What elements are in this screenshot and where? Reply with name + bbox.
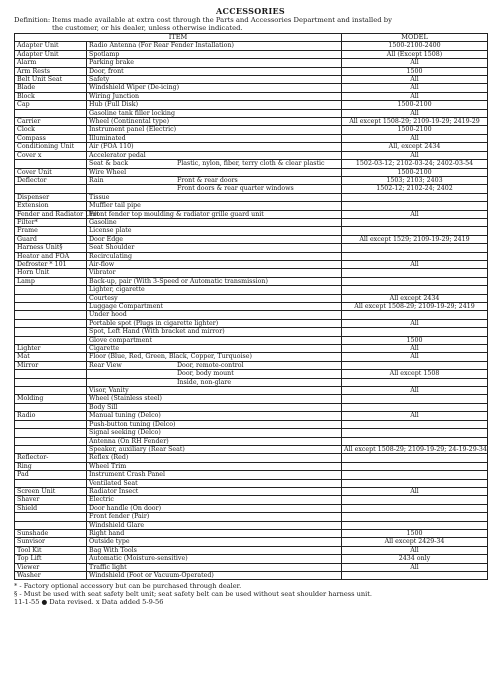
table-row <box>15 403 488 411</box>
table-row <box>15 210 488 218</box>
model-cell: All <box>342 345 488 353</box>
table-row <box>15 126 488 134</box>
table-row <box>15 420 488 428</box>
item-cell: Wheel (Stainless steel) <box>87 395 342 403</box>
model-cell <box>342 269 488 277</box>
table-row <box>15 345 488 353</box>
model-cell: 1500-2100 <box>342 126 488 134</box>
model-cell <box>342 429 488 437</box>
footnote-harness: § - Must be used with seat safety belt unit; seat safety belt can be used without seat shoulder harness unit. <box>14 590 372 599</box>
table-row <box>15 395 488 403</box>
model-cell <box>342 471 488 479</box>
item-cell: Seat Shoulder <box>87 244 342 252</box>
item-cell: Windshield Glare <box>87 521 342 529</box>
item-sub-label: Front doors & rear quarter windows <box>177 185 294 193</box>
model-cell <box>342 437 488 445</box>
model-cell <box>342 202 488 210</box>
item-cell: Push-button tuning (Delco) <box>87 420 342 428</box>
table-row <box>15 227 488 235</box>
item-cell <box>87 160 342 168</box>
category-cell: Compass <box>15 134 87 142</box>
category-cell: Blade <box>15 84 87 92</box>
item-cell: Instrument Crash Panel <box>87 471 342 479</box>
category-cell: Viewer <box>15 563 87 571</box>
item-cell: Spotlamp <box>87 50 342 58</box>
item-sub-label: Front & rear doors <box>177 176 238 184</box>
model-cell <box>342 244 488 252</box>
item-cell: Back-up, pair (With 3-Speed or Automatic transmission) <box>87 277 342 285</box>
model-cell: All except 1508 <box>342 370 488 378</box>
footnote-revision: 11-1-55 ● Data revised. x Data added 5-9-56 <box>14 598 164 607</box>
item-cell: Door handle (On door) <box>87 504 342 512</box>
model-cell <box>342 521 488 529</box>
table-row <box>15 336 488 344</box>
model-cell: All <box>342 151 488 159</box>
definition <box>14 16 487 33</box>
item-header: ITEM <box>15 34 342 42</box>
category-cell: Adapter Unit <box>15 50 87 58</box>
table-row <box>15 412 488 420</box>
model-cell <box>342 286 488 294</box>
category-cell <box>15 403 87 411</box>
category-cell <box>15 513 87 521</box>
table-row <box>15 185 488 193</box>
item-cell: Electric <box>87 496 342 504</box>
item-cell: Gasoline <box>87 218 342 226</box>
category-cell: Arm Rests <box>15 67 87 75</box>
model-cell: All <box>342 546 488 554</box>
item-cell: Bag With Tools <box>87 546 342 554</box>
category-cell <box>15 479 87 487</box>
item-cell: Air-flow <box>87 260 342 268</box>
model-cell: All, except 2434 <box>342 143 488 151</box>
table-row <box>15 504 488 512</box>
item-cell: Gasoline tank filler locking <box>87 109 342 117</box>
category-cell: Frame <box>15 227 87 235</box>
item-cell: Wheel (Continental type) <box>87 118 342 126</box>
model-cell: All <box>342 563 488 571</box>
table-row <box>15 176 488 184</box>
table-row <box>15 454 488 462</box>
model-cell: 1500-2100 <box>342 101 488 109</box>
item-cell: Spot, Left Hand (With bracket and mirror) <box>87 328 342 336</box>
category-cell: Radio <box>15 412 87 420</box>
item-cell: Glove compartment <box>87 336 342 344</box>
table-row <box>15 471 488 479</box>
model-cell <box>342 277 488 285</box>
item-cell: Cigarette <box>87 345 342 353</box>
item-cell: Floor (Blue, Red, Green, Black, Copper, Turquoise) <box>87 353 342 361</box>
model-cell <box>342 361 488 369</box>
table-row <box>15 572 488 580</box>
category-cell <box>15 185 87 193</box>
item-cell: Courtesy <box>87 294 342 302</box>
model-cell <box>342 496 488 504</box>
category-cell: Guard <box>15 235 87 243</box>
category-cell: Defroster * 101 <box>15 260 87 268</box>
category-cell <box>15 387 87 395</box>
item-cell: Speaker, auxiliary (Rear Seat) <box>87 445 342 453</box>
table-row <box>15 429 488 437</box>
item-cell: Windshield (Foot or Vacuum-Operated) <box>87 572 342 580</box>
table-row <box>15 521 488 529</box>
item-cell: Accelerator pedal <box>87 151 342 159</box>
table-row <box>15 277 488 285</box>
page-title: ACCESSORIES <box>216 6 285 16</box>
category-cell: Mirror <box>15 361 87 369</box>
item-cell <box>87 370 342 378</box>
item-cell: Recirculating <box>87 252 342 260</box>
item-cell: Air (FOA 110) <box>87 143 342 151</box>
table-row <box>15 538 488 546</box>
model-cell: All (Except 1508) <box>342 50 488 58</box>
item-label: Rear View <box>89 361 122 369</box>
table-row <box>15 370 488 378</box>
item-cell: Radio Antenna (For Rear Fender Installation) <box>87 42 342 50</box>
model-cell: All except 1508-29; 2109-19-29; 2419 <box>342 303 488 311</box>
table-row <box>15 487 488 495</box>
item-cell <box>87 361 342 369</box>
table-row <box>15 462 488 470</box>
table-row <box>15 563 488 571</box>
item-cell: Illuminated <box>87 134 342 142</box>
category-cell: Heator and FOA <box>15 252 87 260</box>
category-cell: Belt Unit Seat <box>15 76 87 84</box>
item-cell <box>87 176 342 184</box>
item-cell: Antenna (On RH Fender) <box>87 437 342 445</box>
table-row <box>15 252 488 260</box>
model-cell: 1502-12; 2102-24; 2402 <box>342 185 488 193</box>
category-cell: Lamp <box>15 277 87 285</box>
model-cell <box>342 462 488 470</box>
category-cell: Dispenser <box>15 193 87 201</box>
item-cell: Outside type <box>87 538 342 546</box>
table-row <box>15 361 488 369</box>
model-cell: All <box>342 59 488 67</box>
category-cell: Tool Kit <box>15 546 87 554</box>
category-cell <box>15 437 87 445</box>
model-cell <box>342 328 488 336</box>
table-row <box>15 260 488 268</box>
item-label: Seat & back <box>89 160 129 168</box>
category-cell <box>15 160 87 168</box>
model-cell: All except 1529; 2109-19-29; 2419 <box>342 235 488 243</box>
table-row <box>15 319 488 327</box>
category-cell: Horn Unit <box>15 269 87 277</box>
table-row <box>15 496 488 504</box>
definition-label: Definition: <box>14 16 51 24</box>
table-row <box>15 303 488 311</box>
table-row <box>15 151 488 159</box>
table-row <box>15 269 488 277</box>
table-row <box>15 92 488 100</box>
category-cell: Carrier <box>15 118 87 126</box>
category-cell: Adapter Unit <box>15 42 87 50</box>
category-cell: Block <box>15 92 87 100</box>
item-cell <box>87 378 342 386</box>
item-label: Rain <box>89 176 104 184</box>
category-cell: Clock <box>15 126 87 134</box>
table-body <box>15 42 488 580</box>
category-cell: Fender and Radiator Unit <box>15 210 87 218</box>
model-cell: All except 1508-29; 2109-19-29; 2419-29 <box>342 118 488 126</box>
category-cell: Screen Unit <box>15 487 87 495</box>
table-row <box>15 118 488 126</box>
category-cell <box>15 294 87 302</box>
item-sub-label: Inside, non-glare <box>177 378 232 386</box>
table-row <box>15 353 488 361</box>
table-row <box>15 387 488 395</box>
table-row <box>15 311 488 319</box>
table-row <box>15 109 488 117</box>
category-cell: Harness Unit§ <box>15 244 87 252</box>
item-cell: Safety <box>87 76 342 84</box>
footnote-factory-optional: * - Factory optional accessory but can be purchased through dealer. <box>14 582 242 591</box>
table-row <box>15 445 488 453</box>
category-cell: Top Lift <box>15 555 87 563</box>
table-row <box>15 143 488 151</box>
table-row <box>15 202 488 210</box>
item-sub-label: Plastic, nylon, fiber, terry cloth & clear plastic <box>177 160 325 168</box>
model-cell: 1500 <box>342 529 488 537</box>
item-cell: Portable spot (Plugs in cigarette lighter) <box>87 319 342 327</box>
model-cell: 1502-03-12; 2102-03-24; 2402-03-54 <box>342 160 488 168</box>
item-cell: Instrument panel (Electric) <box>87 126 342 134</box>
category-cell: Molding <box>15 395 87 403</box>
item-cell: Visor, Vanity <box>87 387 342 395</box>
table-row <box>15 437 488 445</box>
item-cell: Body Sill <box>87 403 342 411</box>
category-cell: Lighter <box>15 345 87 353</box>
category-cell <box>15 328 87 336</box>
model-cell: All except 2429-34 <box>342 538 488 546</box>
table-row <box>15 59 488 67</box>
item-cell: Lighter, cigarette <box>87 286 342 294</box>
model-cell <box>342 403 488 411</box>
model-cell: 1503; 2103; 2403 <box>342 176 488 184</box>
definition-line-2: the customer, or his dealer, unless otherwise indicated. <box>52 24 243 32</box>
category-cell <box>15 336 87 344</box>
table-row <box>15 479 488 487</box>
item-cell: Hub (Full Disk) <box>87 101 342 109</box>
category-cell <box>15 109 87 117</box>
model-cell: 1500 <box>342 336 488 344</box>
item-cell: Manual tuning (Delco) <box>87 412 342 420</box>
model-cell <box>342 193 488 201</box>
table-row <box>15 513 488 521</box>
category-cell: Cover Unit <box>15 168 87 176</box>
item-cell: Door Edge <box>87 235 342 243</box>
item-cell: Muffler tail pipe <box>87 202 342 210</box>
accessories-table <box>14 33 488 580</box>
model-cell: All <box>342 84 488 92</box>
table-row <box>15 84 488 92</box>
model-cell: All except 1508-29; 2109-19-29; 24-19-29-34 <box>342 445 488 453</box>
model-cell: All <box>342 260 488 268</box>
category-cell: Mat <box>15 353 87 361</box>
item-cell: Front fender (Pair) <box>87 513 342 521</box>
accessories-page <box>14 6 487 606</box>
model-cell <box>342 420 488 428</box>
model-cell <box>342 513 488 521</box>
category-cell: Alarm <box>15 59 87 67</box>
model-cell <box>342 479 488 487</box>
table-row <box>15 76 488 84</box>
category-cell: Cap <box>15 101 87 109</box>
model-cell: 2434 only <box>342 555 488 563</box>
item-cell: Right hand <box>87 529 342 537</box>
model-cell <box>342 218 488 226</box>
category-cell: Shaver <box>15 496 87 504</box>
category-cell <box>15 445 87 453</box>
item-cell: Door, front <box>87 67 342 75</box>
table-row <box>15 244 488 252</box>
item-cell: Automatic (Moisture-sensitive) <box>87 555 342 563</box>
table-row <box>15 50 488 58</box>
table-row <box>15 101 488 109</box>
model-header: MODEL <box>342 34 488 42</box>
model-cell: All <box>342 487 488 495</box>
category-cell: Ring <box>15 462 87 470</box>
category-cell <box>15 429 87 437</box>
category-cell <box>15 378 87 386</box>
model-cell: All <box>342 319 488 327</box>
item-cell: Ventilated Seat <box>87 479 342 487</box>
footnotes <box>14 582 487 606</box>
category-cell: Sunshade <box>15 529 87 537</box>
category-cell: Deflector <box>15 176 87 184</box>
category-cell: Filter* <box>15 218 87 226</box>
model-cell: 1500 <box>342 67 488 75</box>
model-cell: All <box>342 210 488 218</box>
category-cell: Sunvisor <box>15 538 87 546</box>
table-row <box>15 160 488 168</box>
model-cell <box>342 252 488 260</box>
definition-line-1: Items made available at extra cost through the Parts and Accessories Department and installed by <box>52 16 392 24</box>
category-cell: Extension <box>15 202 87 210</box>
table-row <box>15 546 488 554</box>
item-cell: Wire Wheel <box>87 168 342 176</box>
category-cell: Shield <box>15 504 87 512</box>
item-cell: Wiring Junction <box>87 92 342 100</box>
model-cell <box>342 395 488 403</box>
model-cell <box>342 454 488 462</box>
category-cell: Pad <box>15 471 87 479</box>
table-row <box>15 294 488 302</box>
model-cell <box>342 572 488 580</box>
item-cell: Under hood <box>87 311 342 319</box>
model-cell <box>342 227 488 235</box>
model-cell: 1500-2100-2400 <box>342 42 488 50</box>
table-row <box>15 67 488 75</box>
model-cell: All except 2434 <box>342 294 488 302</box>
category-cell <box>15 370 87 378</box>
category-cell: Washer <box>15 572 87 580</box>
category-cell <box>15 311 87 319</box>
table-row <box>15 42 488 50</box>
model-cell <box>342 504 488 512</box>
item-cell <box>87 185 342 193</box>
model-cell: All <box>342 92 488 100</box>
table-row <box>15 168 488 176</box>
item-sub-label: Door, remote-control <box>177 361 244 369</box>
model-cell: All <box>342 134 488 142</box>
header-row <box>15 34 488 42</box>
category-cell <box>15 420 87 428</box>
item-cell: Radiator Insect <box>87 487 342 495</box>
table-row <box>15 286 488 294</box>
category-cell: Reflector- <box>15 454 87 462</box>
table-row <box>15 378 488 386</box>
model-cell <box>342 378 488 386</box>
table-row <box>15 529 488 537</box>
item-cell: Wheel Trim <box>87 462 342 470</box>
item-cell: Luggage Compartment <box>87 303 342 311</box>
model-cell: All <box>342 412 488 420</box>
model-cell <box>342 311 488 319</box>
item-cell: Signal seeking (Delco) <box>87 429 342 437</box>
item-cell: License plate <box>87 227 342 235</box>
table-row <box>15 218 488 226</box>
item-cell: Parking brake <box>87 59 342 67</box>
category-cell <box>15 303 87 311</box>
category-cell <box>15 521 87 529</box>
item-cell: Vibrator <box>87 269 342 277</box>
category-cell <box>15 319 87 327</box>
category-cell: Cover x <box>15 151 87 159</box>
category-cell <box>15 286 87 294</box>
item-cell: Reflex (Red) <box>87 454 342 462</box>
table-row <box>15 235 488 243</box>
model-cell: All <box>342 353 488 361</box>
model-cell: All <box>342 76 488 84</box>
item-cell: Front fender top moulding & radiator grille guard unit <box>87 210 342 218</box>
item-cell: Windshield Wiper (De-icing) <box>87 84 342 92</box>
model-cell: All <box>342 387 488 395</box>
item-cell: Traffic light <box>87 563 342 571</box>
item-sub-label: Door, body mount <box>177 370 234 378</box>
table-row <box>15 555 488 563</box>
model-cell: 1500-2100 <box>342 168 488 176</box>
table-row <box>15 134 488 142</box>
table-row <box>15 328 488 336</box>
item-cell: Tissue <box>87 193 342 201</box>
model-cell: All <box>342 109 488 117</box>
table-row <box>15 193 488 201</box>
category-cell: Conditioning Unit <box>15 143 87 151</box>
